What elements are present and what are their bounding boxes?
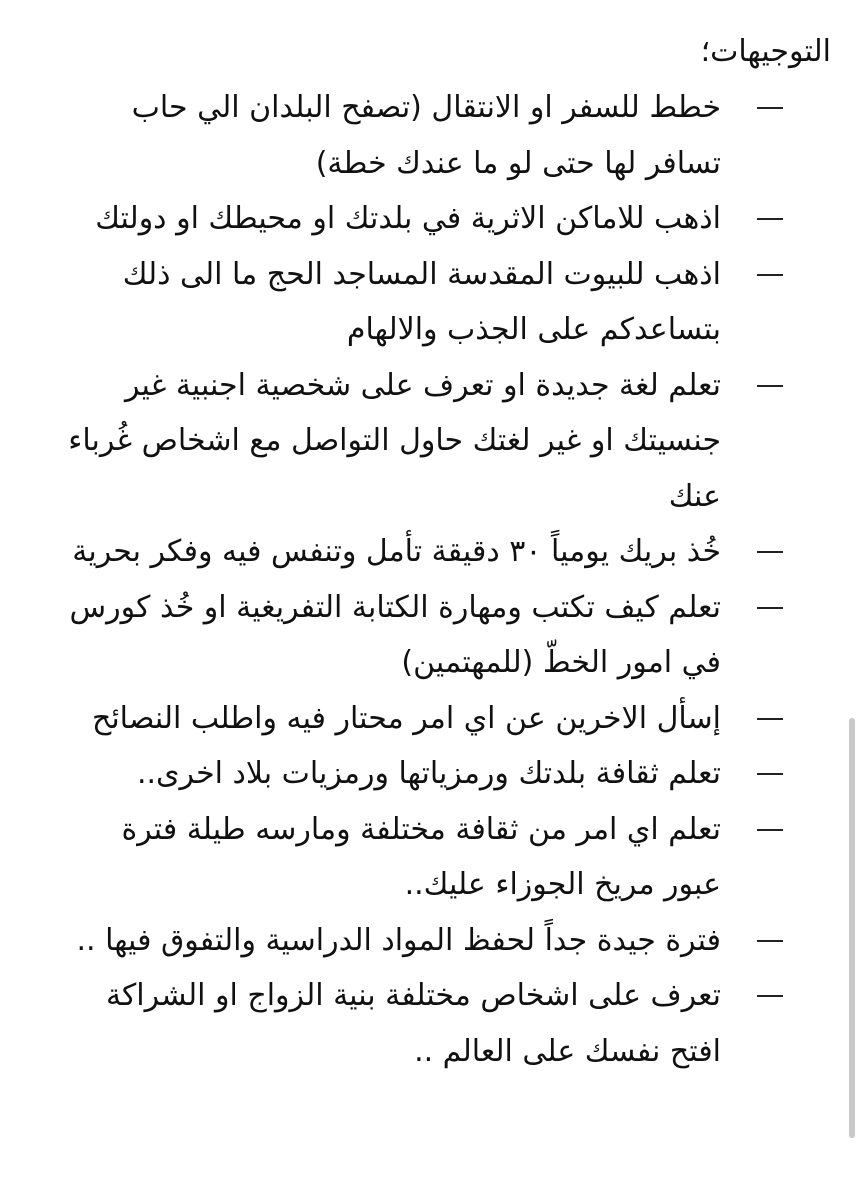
dash-bullet xyxy=(757,551,783,553)
list-item-text: اذهب للبيوت المقدسة المساجد الحج ما الى ذلك بتساعدكم على الجذب والالهام xyxy=(122,256,721,347)
vertical-scrollbar[interactable] xyxy=(849,718,855,1138)
list-item xyxy=(60,191,831,247)
list-item-text: خطط للسفر او الانتقال (تصفح البلدان الي حاب تسافر لها حتى لو ما عندك خطة) xyxy=(131,90,721,181)
dash-bullet xyxy=(757,829,783,831)
list-item xyxy=(60,913,831,969)
list-item-text: تعرف على اشخاص مختلفة بنية الزواج او الشراكة افتح نفسك على العالم .. xyxy=(105,978,721,1069)
list-item xyxy=(60,358,831,525)
list-item xyxy=(60,580,831,691)
list-item-text: تعلم لغة جديدة او تعرف على شخصية اجنبية غير جنسيتك او غير لغتك حاول التواصل مع اشخاص غُرباء عنك xyxy=(68,367,721,514)
list-item xyxy=(60,746,831,802)
list-item xyxy=(60,691,831,747)
list-item xyxy=(60,247,831,358)
dash-bullet xyxy=(757,274,783,276)
list-item-text: تعلم اي امر من ثقافة مختلفة ومارسه طيلة فترة عبور مريخ الجوزاء عليك.. xyxy=(121,811,721,902)
list-item xyxy=(60,524,831,580)
list-item-text: خُذ بريك يومياً ٣٠ دقيقة تأمل وتنفس فيه وفكر بحرية xyxy=(72,534,721,569)
dash-bullet xyxy=(757,718,783,720)
dash-bullet xyxy=(757,995,783,997)
list-item xyxy=(60,80,831,191)
list-item-text: إسأل الاخرين عن اي امر محتار فيه واطلب النصائح xyxy=(91,700,721,736)
dash-bullet xyxy=(757,107,783,109)
list-item-text: تعلم كيف تكتب ومهارة الكتابة التفريغية او خُذ كورس في امور الخطّ (للمهتمين) xyxy=(69,589,721,680)
dash-bullet xyxy=(757,218,783,220)
guidance-list xyxy=(60,80,831,1079)
dash-bullet xyxy=(757,773,783,775)
list-item xyxy=(60,802,831,913)
list-item-text: اذهب للاماكن الاثرية في بلدتك او محيطك او دولتك xyxy=(95,201,721,236)
page-heading: التوجيهات؛ xyxy=(700,34,831,69)
dash-bullet xyxy=(757,940,783,942)
dash-bullet xyxy=(757,385,783,387)
dash-bullet xyxy=(757,607,783,609)
list-item-text: تعلم ثقافة بلدتك ورمزياتها ورمزيات بلاد اخرى.. xyxy=(136,756,721,791)
list-item-text: فترة جيدة جداً لحفظ المواد الدراسية والتفوق فيها .. xyxy=(76,922,721,958)
list-item xyxy=(60,968,831,1079)
